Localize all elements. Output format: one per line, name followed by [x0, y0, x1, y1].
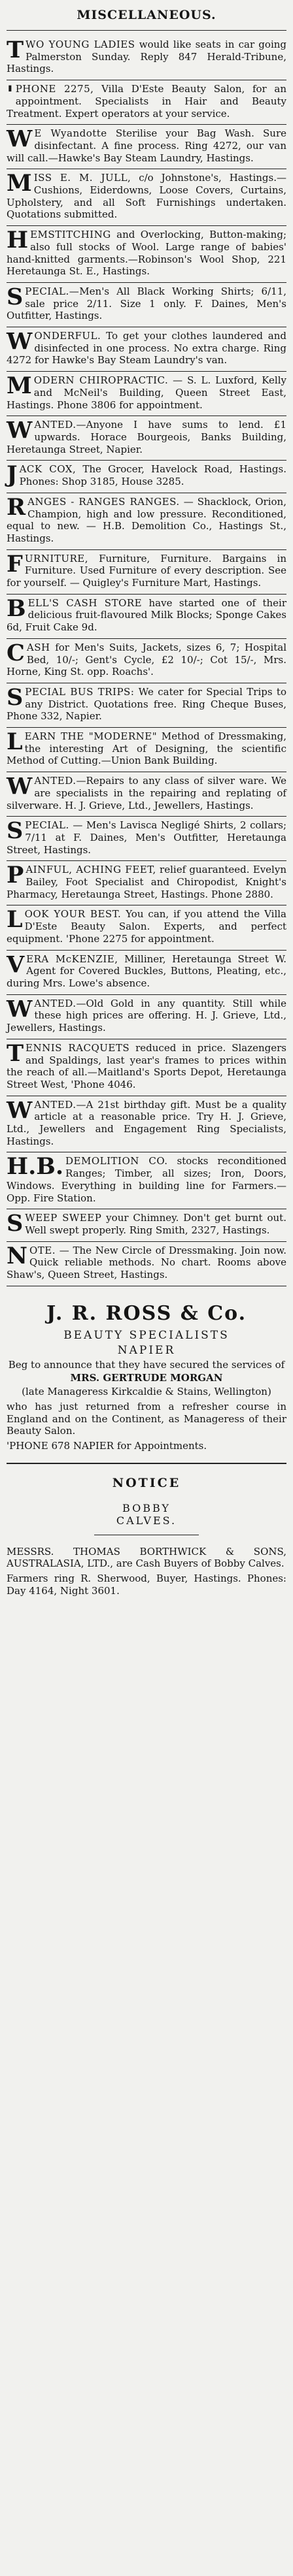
- ad-text: You can, if you attend the Villa D'Este Beauty Salon. Experts, and perfect equipment. 'Phone 2275 for appointment.: [7, 908, 287, 945]
- ad-text: reduced in price. Slazengers and Spaldings, last year's frames to prices within the reach of all.—Maitland's Sports Depot, Heretaunga Street West, 'Phone 4046.: [7, 1041, 286, 1090]
- ad-lead: PECIAL.: [25, 819, 69, 832]
- ad-text: relief guaranteed. Evelyn Bailey, Foot Specialist and Chiropodist, Knight's Pharmacy, Heretaunga Street, Hastings. Phone 2880.: [7, 864, 286, 900]
- ad-text: We cater for Special Trips to any District. Quotations free. Ring Cheque Buses, Phone 332, Napier.: [7, 685, 286, 723]
- drop-capital: M: [7, 372, 32, 400]
- ad-lead: PECIAL.—: [25, 285, 80, 297]
- drop-capital: ': [7, 81, 14, 108]
- ad-lead: E Wyandotte: [34, 127, 107, 140]
- classified-ad: [7, 995, 286, 1039]
- classified-ad: [7, 1152, 286, 1209]
- classified-ad: [7, 283, 286, 327]
- ad-text: stocks reconditioned Ranges; Timber, all sizes; Iron, Doors, Windows. Everything in building line for Farmers.—Opp. Fire Station.: [7, 1155, 287, 1204]
- classified-ad: [7, 125, 286, 169]
- ad-lead: ANGES - RANGES RANGES.: [27, 495, 180, 508]
- ad-lead: ACK COX,: [19, 463, 77, 476]
- classified-ad: [7, 372, 286, 416]
- classified-ad: [7, 416, 286, 461]
- classified-ad: [7, 728, 286, 772]
- ad-text: —A 21st birthday gift. Must be a quality article at a reasonable price. Try H. J. Grieve, Ltd., Jewellers and Engagement Ring Specialists, Hastings.: [7, 1098, 286, 1147]
- drop-capital: W: [7, 995, 33, 1022]
- notice-body-1: MESSRS. THOMAS BORTHWICK & SONS, AUSTRALASIA, LTD., are Cash Buyers of Bobby Calves.: [7, 1545, 286, 1570]
- drop-capital: H.B.: [7, 1153, 64, 1181]
- drop-capital: W: [7, 1096, 33, 1124]
- ad-text: and Overlocking, Button-making; also full stocks of Wool. Large range of babies' hand-knitted garments.—Robinson's Wool Shop, 221 Heretaunga St. E., Hastings.: [7, 229, 286, 278]
- ad-text: for Men's Suits, Jackets, sizes 6, 7; Hospital Bed, 10/-; Gent's Cycle, £2 10/-; Cot 15/-, Mrs. Horne, King St. opp. Roachs'.: [7, 641, 286, 678]
- classified-ad: [7, 226, 286, 283]
- ross-previous-post: (late Manageress Kirkcaldie & Stains, Wellington): [22, 1386, 271, 1398]
- classified-ad: [7, 772, 286, 817]
- ad-text: To get your clothes laundered and disinfected in one process. No extra charge. Ring 4272 for Hawke's Bay Steam Laundry's van.: [7, 330, 286, 367]
- classified-ad: [7, 639, 286, 683]
- ad-text: — Shacklock, Orion, Champion, high and low pressure. Reconditioned, equal to new. — H.B. Demolition Co., Hastings St., Hastings.: [7, 495, 286, 544]
- drop-capital: W: [7, 328, 33, 355]
- ad-lead: PECIAL BUS TRIPS:: [25, 685, 135, 698]
- ad-lead: ELL'S CASH STORE: [27, 596, 143, 609]
- ad-lead: ISS E. M. JULL,: [33, 172, 131, 184]
- drop-capital: S: [7, 683, 24, 711]
- ad-text: your Chimney. Don't get burnt out. Well swept properly. Ring Smith, 2327, Hastings.: [25, 1212, 286, 1236]
- classified-ad: [7, 683, 286, 728]
- drop-capital: T: [7, 37, 24, 63]
- drop-capital: W: [7, 417, 33, 444]
- ross-person: MRS. GERTRUDE MORGAN: [70, 1372, 223, 1384]
- drop-capital: R: [7, 493, 26, 521]
- notice-advertisement: [7, 1464, 286, 1606]
- ad-lead: OOK YOUR BEST.: [24, 908, 122, 921]
- classified-ad: [7, 817, 286, 861]
- ad-lead: ENNIS RACQUETS: [26, 1041, 130, 1054]
- ross-firm-name: J. R. ROSS & Co.: [46, 1301, 247, 1325]
- drop-capital: T: [7, 1039, 24, 1067]
- ad-lead: ODERN CHIROPRACTIC.: [33, 374, 169, 387]
- ad-text: Milliner, Heretaunga Street W. Agent for Covered Buckles, Buttons, Pleating, etc., during Mrs. Lowe's absence.: [7, 953, 286, 989]
- classified-ad: [7, 493, 286, 550]
- ross-location: NAPIER: [117, 1343, 176, 1357]
- ad-lead: ASH: [26, 641, 50, 653]
- ross-subtitle: BEAUTY SPECIALISTS: [63, 1328, 230, 1342]
- ad-text: would like seats in car going Palmerston Sunday. Reply 847 Herald-Tribune, Hastings.: [7, 39, 287, 75]
- ad-lead: OTE.: [29, 1244, 56, 1256]
- classified-ad: [7, 1209, 286, 1241]
- ad-text: Villa D'Este Beauty Salon, for an appointment. Specialists in Hair and Beauty Treatment. Expert operators at your service.: [7, 83, 286, 120]
- ad-lead: ANTED.: [34, 997, 77, 1009]
- ad-lead: EMSTITCHING: [30, 229, 111, 241]
- drop-capital: W: [7, 125, 33, 153]
- ad-text: Men's All Black Working Shirts; 6/11, sale price 2/11. Size 1 only. F. Daines, Men's Outfitter, Hastings.: [7, 285, 286, 322]
- drop-capital: S: [7, 283, 24, 310]
- classified-ad: [7, 80, 286, 125]
- drop-capital: J: [7, 461, 18, 489]
- drop-capital: L: [7, 906, 23, 934]
- classified-ad: [7, 595, 286, 639]
- classified-ad: [7, 951, 286, 995]
- ad-lead: ONDERFUL.: [34, 330, 101, 342]
- notice-subtitle: BOBBY CALVES.: [94, 1502, 199, 1535]
- drop-capital: H: [7, 227, 29, 254]
- ad-lead: WO YOUNG LADIES: [26, 39, 135, 50]
- classified-ad: [7, 1039, 286, 1096]
- ad-lead: PHONE 2275,: [15, 83, 94, 95]
- ad-text: —Anyone I have sums to lend. £1 upwards. Horace Bourgeois, Banks Building, Heretaunga Street, Napier.: [7, 419, 286, 455]
- section-header: MISCELLANEOUS.: [7, 3, 286, 31]
- ad-lead: ERA McKENZIE,: [26, 953, 118, 965]
- ad-text: — Men's Lavisca Negligé Shirts, 2 collars; 7/11 at F. Daines, Men's Outfitter, Heretaunga Street, Hastings.: [7, 819, 286, 856]
- drop-capital: F: [7, 550, 23, 578]
- ad-text: —Repairs to any class of silver ware. We are specialists in the repairing and replating of silverware. H. J. Grieve, Ltd., Jewellers, Hastings.: [7, 775, 286, 811]
- drop-capital: W: [7, 773, 33, 800]
- ad-lead: DEMOLITION CO.: [65, 1155, 168, 1167]
- ad-text: have started one of their delicious fruit-flavoured Milk Blocks; Sponge Cakes 6d, Fruit Cake 9d.: [7, 596, 287, 634]
- classified-ad: [7, 169, 286, 226]
- classified-ad: [7, 36, 286, 80]
- ad-lead: ANTED.: [34, 775, 77, 787]
- ad-text: Sterilise your Bag Wash. Sure disinfectant. A fine process. Ring 4272, our van will call.—Hawke's Bay Steam Laundry, Hastings.: [7, 127, 286, 164]
- ad-lead: URNITURE,: [24, 552, 89, 564]
- classified-ad: [7, 550, 286, 595]
- notice-body: [7, 1546, 286, 1597]
- ad-lead: ANTED.: [34, 419, 77, 431]
- ross-phone: 'PHONE 678 NAPIER for Appointments.: [7, 1439, 207, 1452]
- ad-text: c/o Johnstone's, Hastings.—Cushions, Eiderdowns, Loose Covers, Curtains, Upholstery, and all Soft Furnishings undertaken. Quotations submitted.: [7, 172, 286, 221]
- ad-text: Method of Dressmaking, the interesting Art of Designing, the scientific Method of Cutting.—Union Bank Building.: [7, 730, 286, 767]
- notice-body-2: Farmers ring R. Sherwood, Buyer, Hastings. Phones: Day 4164, Night 3601.: [7, 1573, 286, 1597]
- ad-text: — S. L. Luxford, Kelly and McNeil's Building, Queen Street East, Hastings. Phone 3806 for appointment.: [7, 374, 286, 411]
- ad-text: The Grocer, Havelock Road, Hastings. Phones: Shop 3185, House 3285.: [19, 463, 286, 488]
- notice-title: NOTICE: [112, 1475, 181, 1490]
- drop-capital: P: [7, 862, 24, 889]
- ross-announcement: Beg to announce that they have secured the services of: [8, 1358, 285, 1371]
- drop-capital: V: [7, 951, 25, 978]
- ad-lead: EARN THE "MODERNE": [24, 730, 158, 743]
- ad-text: Furniture, Furniture. Bargains in Furniture. Used Furniture of every description. See for yourself. — Quigley's Furniture Mart, Hastings.: [7, 552, 286, 589]
- drop-capital: N: [7, 1242, 27, 1269]
- ad-list: [7, 36, 286, 1286]
- classified-ad: [7, 905, 286, 950]
- ad-lead: WEEP SWEEP: [25, 1212, 102, 1224]
- ad-lead: AINFUL, ACHING FEET,: [26, 864, 156, 876]
- drop-capital: M: [7, 170, 32, 197]
- ad-text: — The New Circle of Dressmaking. Join now. Quick reliable methods. No chart. Rooms above Shaw's, Queen Street, Hastings.: [7, 1244, 286, 1281]
- drop-capital: S: [7, 1210, 24, 1237]
- ross-body: who has just returned from a refresher course in England and on the Continent, as Manageress of their Beauty Salon.: [7, 1400, 286, 1437]
- drop-capital: L: [7, 728, 23, 756]
- ross-advertisement: [7, 1290, 286, 1464]
- classified-ad: [7, 461, 286, 493]
- ad-text: —Old Gold in any quantity. Still while these high prices are offering. H. J. Grieve, Ltd., Jewellers, Hastings.: [7, 997, 286, 1034]
- classified-ad: [7, 327, 286, 372]
- classified-ad: [7, 1242, 286, 1286]
- classified-ad: [7, 1096, 286, 1153]
- drop-capital: B: [7, 595, 26, 622]
- ad-lead: ANTED.: [34, 1098, 77, 1111]
- drop-capital: S: [7, 817, 24, 845]
- classified-ad: [7, 861, 286, 905]
- drop-capital: C: [7, 639, 25, 666]
